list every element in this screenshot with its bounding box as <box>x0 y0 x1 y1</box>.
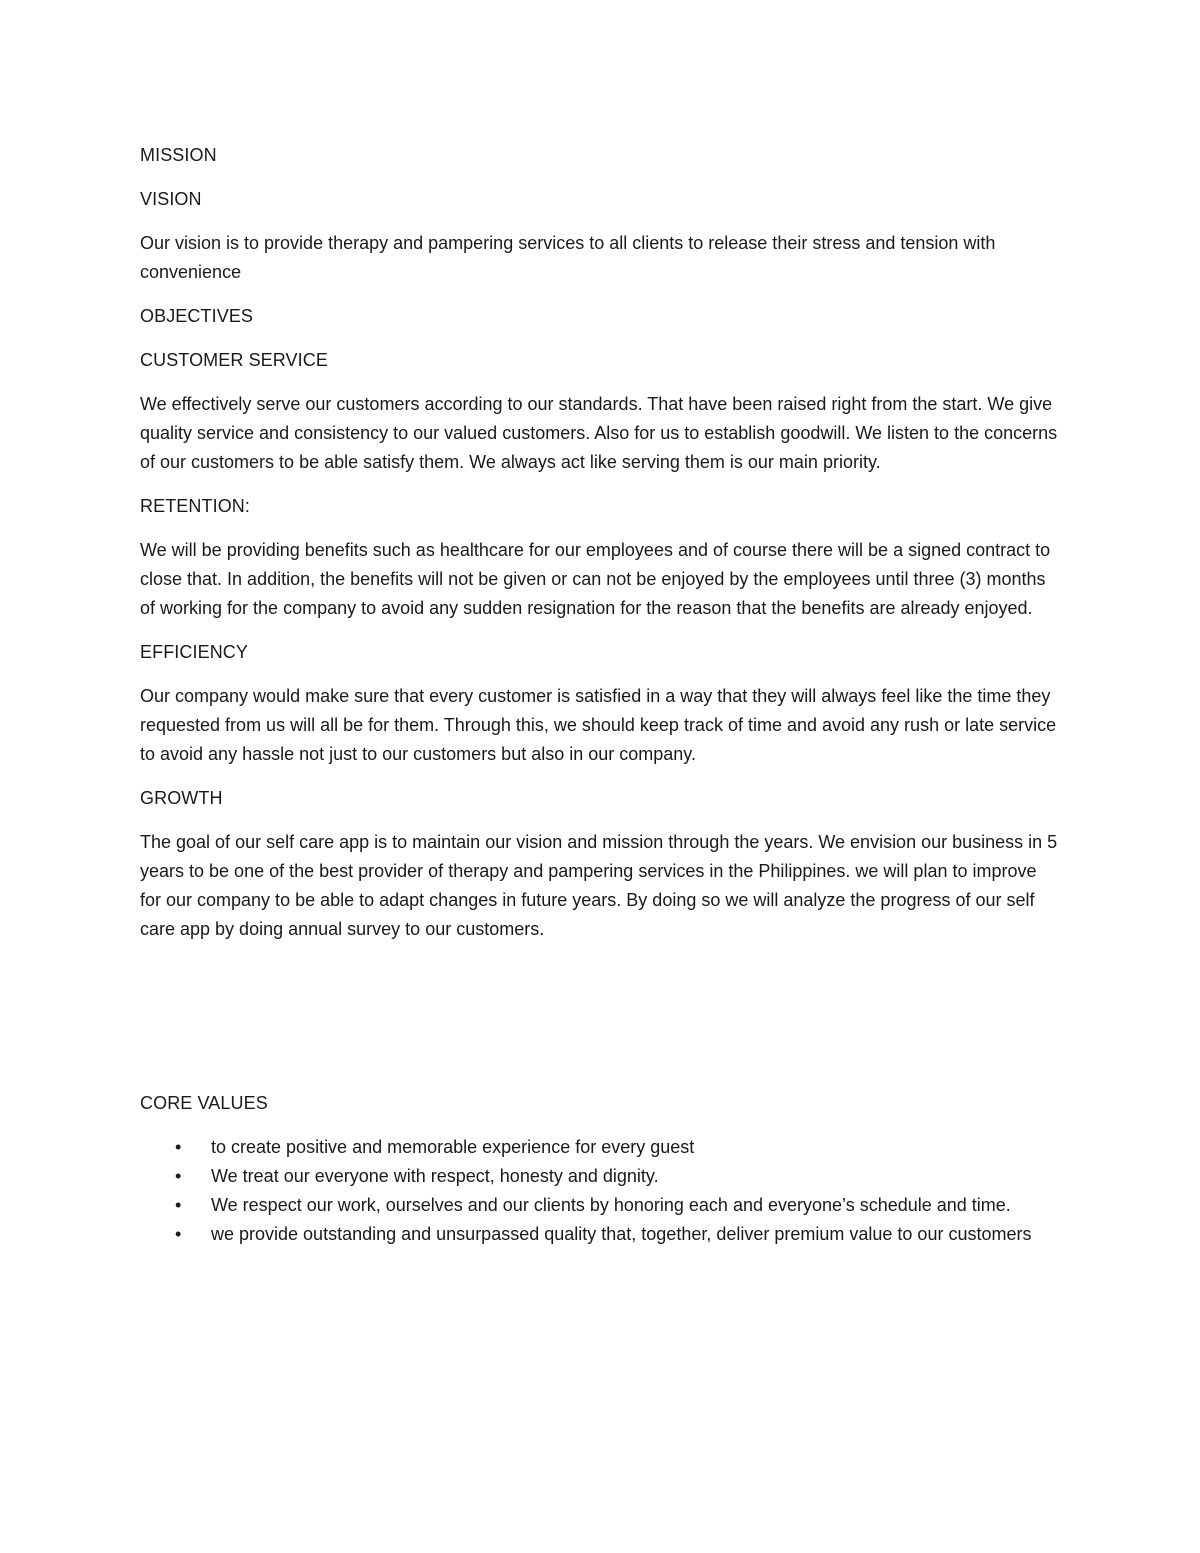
core-value-text: we provide outstanding and unsurpassed quality that, together, deliver premium value to our customers <box>211 1224 1032 1244</box>
core-value-item <box>140 1220 1060 1249</box>
mission-heading: MISSION <box>140 145 217 165</box>
core-value-text: to create positive and memorable experience for every guest <box>211 1137 695 1157</box>
efficiency-heading: EFFICIENCY <box>140 642 249 662</box>
growth-heading: GROWTH <box>140 788 223 808</box>
core-value-text: We treat our everyone with respect, honesty and dignity. <box>211 1166 659 1186</box>
bullet-icon: • <box>175 1224 182 1244</box>
objectives-heading: OBJECTIVES <box>140 306 254 326</box>
core-value-item <box>140 1191 1060 1220</box>
core-value-item <box>140 1133 1060 1162</box>
bullet-icon: • <box>175 1195 182 1215</box>
core-values-list <box>140 1133 1060 1249</box>
core-values-heading: CORE VALUES <box>140 1093 268 1113</box>
vision-heading: VISION <box>140 189 202 209</box>
bullet-icon: • <box>175 1137 182 1157</box>
efficiency-text: Our company would make sure that every customer is satisfied in a way that they will always feel like the time they requested from us will all be for them. Through this, we should keep track of time and avoid any rush or late service to avoid any hassle not just to our customers but also in our company. <box>140 686 1057 764</box>
document-body <box>140 141 1060 1249</box>
core-value-text: We respect our work, ourselves and our clients by honoring each and everyone’s schedule and time. <box>211 1195 1011 1215</box>
retention-text: We will be providing benefits such as healthcare for our employees and of course there will be a signed contract to close that. In addition, the benefits will not be given or can not be enjoyed by the employees until three (3) months of working for the company to avoid any sudden resignation for the reason that the benefits are already enjoyed. <box>140 540 1051 618</box>
retention-heading: RETENTION: <box>140 496 251 516</box>
core-value-item <box>140 1162 1060 1191</box>
bullet-icon: • <box>175 1166 182 1186</box>
customer-service-text: We effectively serve our customers according to our standards. That have been raised right from the start. We give quality service and consistency to our valued customers. Also for us to establish goodwill. We listen to the concerns of our customers to be able satisfy them. We always act like serving them is our main priority. <box>140 394 1058 472</box>
growth-text: The goal of our self care app is to maintain our vision and mission through the years. We envision our business in 5 years to be one of the best provider of therapy and pampering services in the Philippines. we will plan to improve for our company to be able to adapt changes in future years. By doing so we will analyze the progress of our self care app by doing annual survey to our customers. <box>140 832 1058 939</box>
blank-space <box>140 959 1060 1089</box>
customer-service-heading: CUSTOMER SERVICE <box>140 350 328 370</box>
vision-text: Our vision is to provide therapy and pampering services to all clients to release their stress and tension with convenience <box>140 233 996 282</box>
